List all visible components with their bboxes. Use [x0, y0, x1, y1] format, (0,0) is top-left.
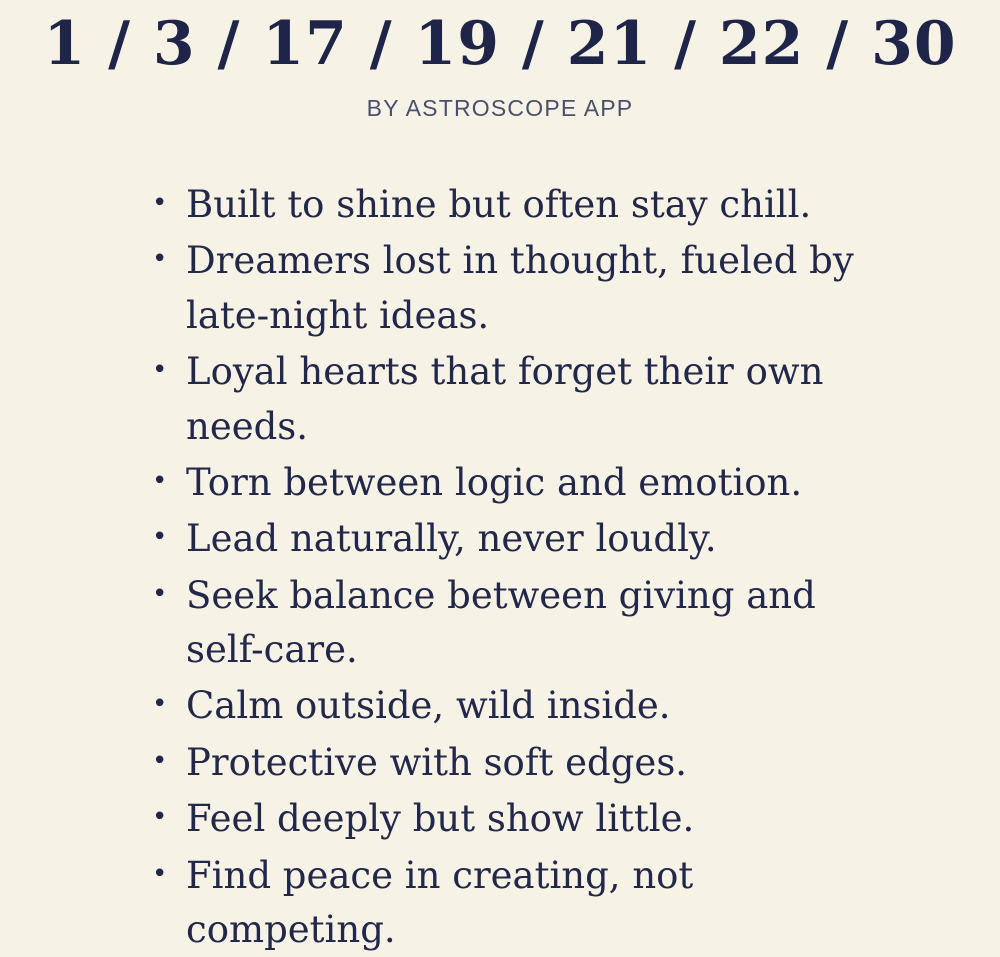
list-item-text: Feel deeply but show little. — [186, 797, 694, 840]
bullet-icon: • — [152, 849, 167, 900]
list-item-text: Lead naturally, never loudly. — [186, 517, 717, 560]
page-title: 1 / 3 / 17 / 19 / 21 / 22 / 30 — [0, 0, 1000, 79]
list-item — [0, 792, 1000, 846]
list-item-text: Seek balance between giving and self-care. — [186, 574, 816, 671]
list-item — [0, 178, 1000, 232]
bullet-icon: • — [152, 512, 167, 563]
bullet-icon: • — [152, 569, 167, 620]
page-subtitle: BY ASTROSCOPE APP — [0, 95, 1000, 122]
list-item — [0, 569, 1000, 678]
bullet-icon: • — [152, 456, 167, 507]
list-item-text: Dreamers lost in thought, fueled by late-night ideas. — [186, 239, 854, 336]
list-item-text: Torn between logic and emotion. — [186, 461, 802, 504]
traits-list — [0, 122, 1000, 957]
list-item — [0, 456, 1000, 510]
bullet-icon: • — [152, 736, 167, 787]
bullet-icon: • — [152, 234, 167, 285]
list-item — [0, 234, 1000, 343]
bullet-icon: • — [152, 792, 167, 843]
bullet-icon: • — [152, 345, 167, 396]
list-item-text: Protective with soft edges. — [186, 741, 687, 784]
bullet-icon: • — [152, 178, 167, 229]
list-item-text: Find peace in creating, not competing. — [186, 854, 693, 951]
list-item-text: Built to shine but often stay chill. — [186, 183, 811, 226]
list-item — [0, 736, 1000, 790]
list-item — [0, 512, 1000, 566]
list-item — [0, 679, 1000, 733]
list-item — [0, 849, 1000, 957]
bullet-icon: • — [152, 679, 167, 730]
list-item-text: Loyal hearts that forget their own needs. — [186, 350, 823, 447]
list-item — [0, 345, 1000, 454]
list-item-text: Calm outside, wild inside. — [186, 684, 671, 727]
